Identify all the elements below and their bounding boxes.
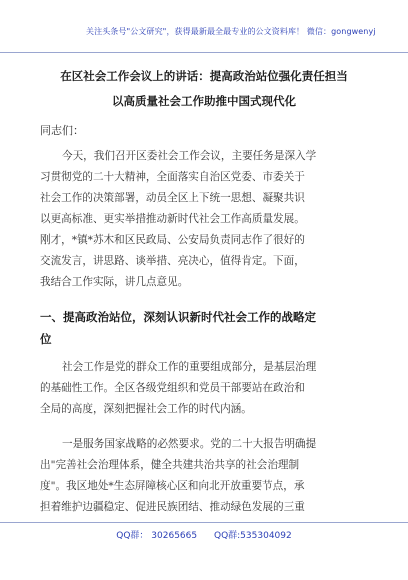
paragraph-line: 一是服务国家战略的必然要求。党的二十大报告明确提 [62,438,317,450]
section-heading-line: 一、提高政治站位，深刻认识新时代社会工作的战略定 [40,310,316,324]
paragraph-line: 以更高标准、更实举措推动新时代社会工作高质量发展。 [40,213,305,225]
paragraph-line: 习贯彻党的二十大精神，全面落实自治区党委、市委关于 [40,171,305,183]
paragraph-line: 度"。我区地处*生态屏障核心区和向北开放重要节点，承 [40,480,305,492]
document-title-line-2: 以高质量社会工作助推中国式现代化 [112,94,296,108]
paragraph-line: 刚才，*镇*苏木和区民政局、公安局负责同志作了很好的 [40,234,305,246]
document-title-line-1: 在区社会工作会议上的讲话：提高政治站位强化责任担当 [60,69,348,83]
salutation: 同志们： [40,124,84,137]
section-heading-1 [40,306,370,350]
paragraph-line: 担着维护边疆稳定、促进民族团结、推动绿色发展的三重 [40,501,305,513]
paragraph-line: 我结合工作实际，讲几点意见。 [40,276,189,288]
paragraph-line: 的基础性工作。全区各级党组织和党员干部要站在政治和 [40,382,305,394]
paragraph-line: 社会工作的决策部署，动员全区上下统一思想、凝聚共识 [40,192,305,204]
header-promo-text: 关注头条号"公文研究"，获得最新最全最专业的公文资料库！ 微信：gongwenyj [86,27,376,36]
paragraph-line: 今天，我们召开区委社会工作会议，主要任务是深入学 [62,150,317,162]
paragraph-line: 全局的高度，深刻把握社会工作的时代内涵。 [40,403,252,415]
footer-divider [0,522,408,523]
footer-qq-group-1: QQ群： 30265665 [116,531,198,541]
paragraph-opening [40,146,370,293]
paragraph-line: 社会工作是党的群众工作的重要组成部分，是基层治理 [62,361,317,373]
paragraph-line: 出"完善社会治理体系，健全共建共治共享的社会治理制 [40,459,300,471]
paragraph-social-work [40,357,370,420]
section-heading-line: 位 [40,332,52,346]
paragraph-national-strategy [40,434,370,518]
page-footer [0,528,408,541]
footer-qq-group-2: QQ群:535304092 [213,531,292,541]
page-header [0,0,408,53]
paragraph-line: 交流发言，讲思路、谈举措、亮决心，值得肯定。下面， [40,255,305,267]
